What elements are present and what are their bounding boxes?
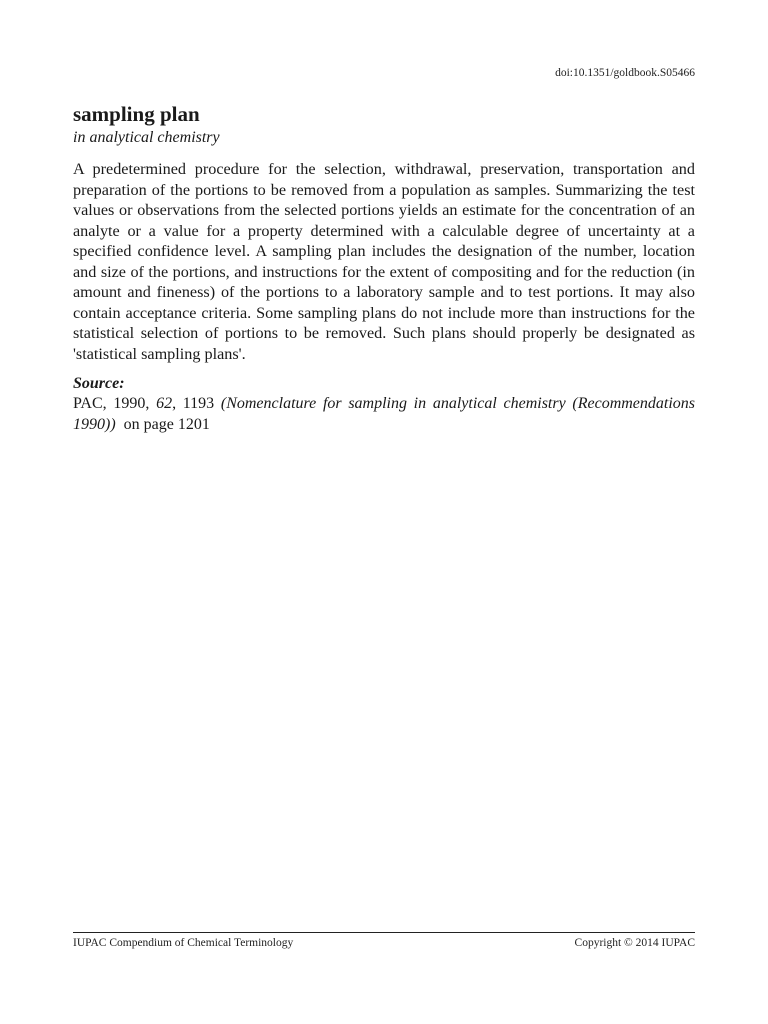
- footer-publication: IUPAC Compendium of Chemical Terminology: [73, 937, 294, 949]
- entry-term: sampling plan: [73, 102, 200, 126]
- footer-copyright: Copyright © 2014 IUPAC: [574, 937, 695, 949]
- entry-definition: A predetermined procedure for the selection, withdrawal, preservation, transportation and preparation of the portions to be removed from a population as samples. Summarizing the test values or observations from the selected portions yields an estimate for the concentration of an analyte or a value for a property determined with a calculable degree of uncertainty at a specified confidence level. A sampling plan includes the designation of the number, location and size of the portions, and instructions for the extent of compositing and for the reduction (in amount and fineness) of the portions to a laboratory sample and to test portions. It may also contain acceptance criteria. Some sampling plans do not include more than instructions for the statistical selection of portions to be removed. Such plans should properly be designated as 'statistical sampling plans'.: [73, 160, 695, 363]
- entry-context: in analytical chemistry: [73, 129, 220, 146]
- source-heading: Source:: [73, 375, 125, 392]
- glossary-entry: [73, 101, 695, 435]
- source-journal: PAC, 1990,: [73, 395, 150, 412]
- footer-divider: [73, 932, 695, 933]
- source-citation: [73, 394, 695, 435]
- doi-identifier: doi:10.1351/goldbook.S05466: [555, 67, 695, 79]
- source-page-ref: on page 1201: [123, 415, 210, 433]
- source-page-start: , 1193: [172, 395, 215, 412]
- source-title: (Nomenclature for sampling in analytical chemistry (Recommendations 1990)): [73, 395, 696, 433]
- source-volume: 62: [156, 395, 173, 412]
